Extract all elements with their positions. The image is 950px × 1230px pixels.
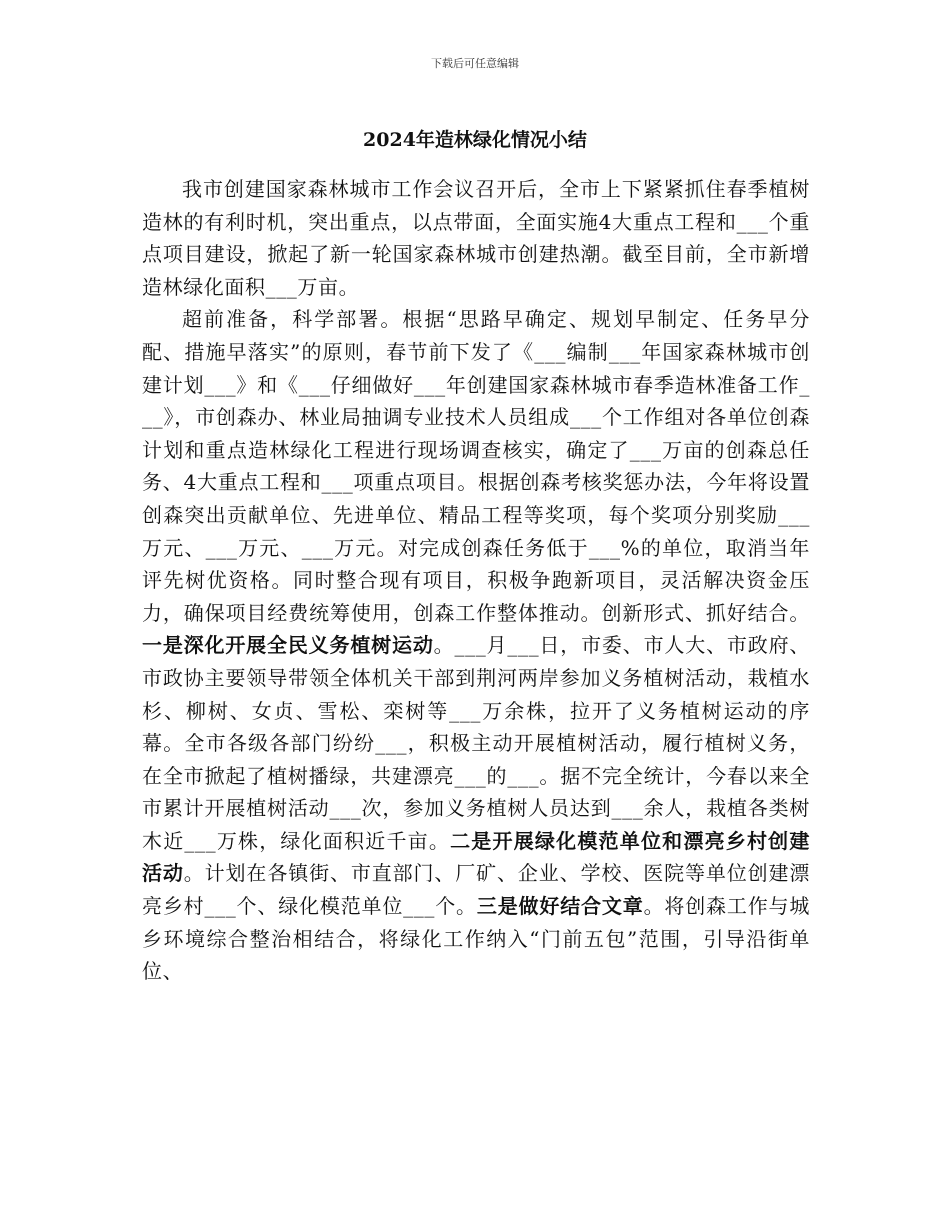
- paragraph-text-segment: 。将创森工作与城乡环境综合整治相结合，将绿化工作纳入“门前五包”范围，引导沿街单位、: [142, 894, 810, 984]
- highlight-point-two: 二是开展绿化模范单位和漂亮乡村创建活动: [142, 828, 810, 886]
- paragraph-text-segment: 超前准备，科学部署。根据“思路早确定、规划早制定、任务早分配、措施早落实”的原则，春节前下发了《___编制___年国家森林城市创建计划___》和《___仔细做好___年创建国家森林城市春季造林准备工作___》，市创森办、林业局抽调专业技术人员组成___个工作组对各单位创森计划和重点造林绿化工程进行现场调查核实，确定了___万亩的创森总任务、4大重点工程和___项重点项目。根据创森考核奖惩办法，今年将设置创森突出贡献单位、先进单位、精品工程等奖项，每个奖项分别奖励___万元、___万元、___万元。对完成创森任务低于___%的单位，取消当年评先树优资格。同时整合现有项目，积极争跑新项目，灵活解决资金压力，确保项目经费统筹使用，创森工作整体推动。创新形式、抓好结合。: [142, 307, 810, 625]
- page-header-note: 下载后可任意编辑: [431, 57, 519, 70]
- paragraph-preparation: [142, 303, 810, 987]
- highlight-point-one: 一是深化开展全民义务植树运动: [142, 633, 434, 658]
- highlight-point-three: 三是做好结合文章: [476, 894, 644, 919]
- document-title: 2024年造林绿化情况小结: [363, 129, 587, 151]
- document-body: [142, 173, 810, 988]
- paragraph-text-segment: 。计划在各镇街、市直部门、厂矿、企业、学校、医院等单位创建漂亮乡村___个、绿化模范单位___个。: [142, 861, 811, 919]
- paragraph-intro: 我市创建国家森林城市工作会议召开后，全市上下紧紧抓住春季植树造林的有利时机，突出重点，以点带面，全面实施4大重点工程和___个重点项目建设，掀起了新一轮国家森林城市创建热潮。截至目前，全市新增造林绿化面积___万亩。: [142, 177, 810, 299]
- paragraph-text-segment: 。___月___日，市委、市人大、市政府、市政协主要领导带领全体机关干部到荆河两岸参加义务植树活动，栽植水杉、柳树、女贞、雪松、栾树等___万余株，拉开了义务植树运动的序幕。全市各级各部门纷纷___，积极主动开展植树活动，履行植树义务，在全市掀起了植树播绿，共建漂亮___的___。据不完全统计，今春以来全市累计开展植树活动___次，参加义务植树人员达到___余人，栽植各类树木近___万株，绿化面积近千亩。: [142, 633, 810, 853]
